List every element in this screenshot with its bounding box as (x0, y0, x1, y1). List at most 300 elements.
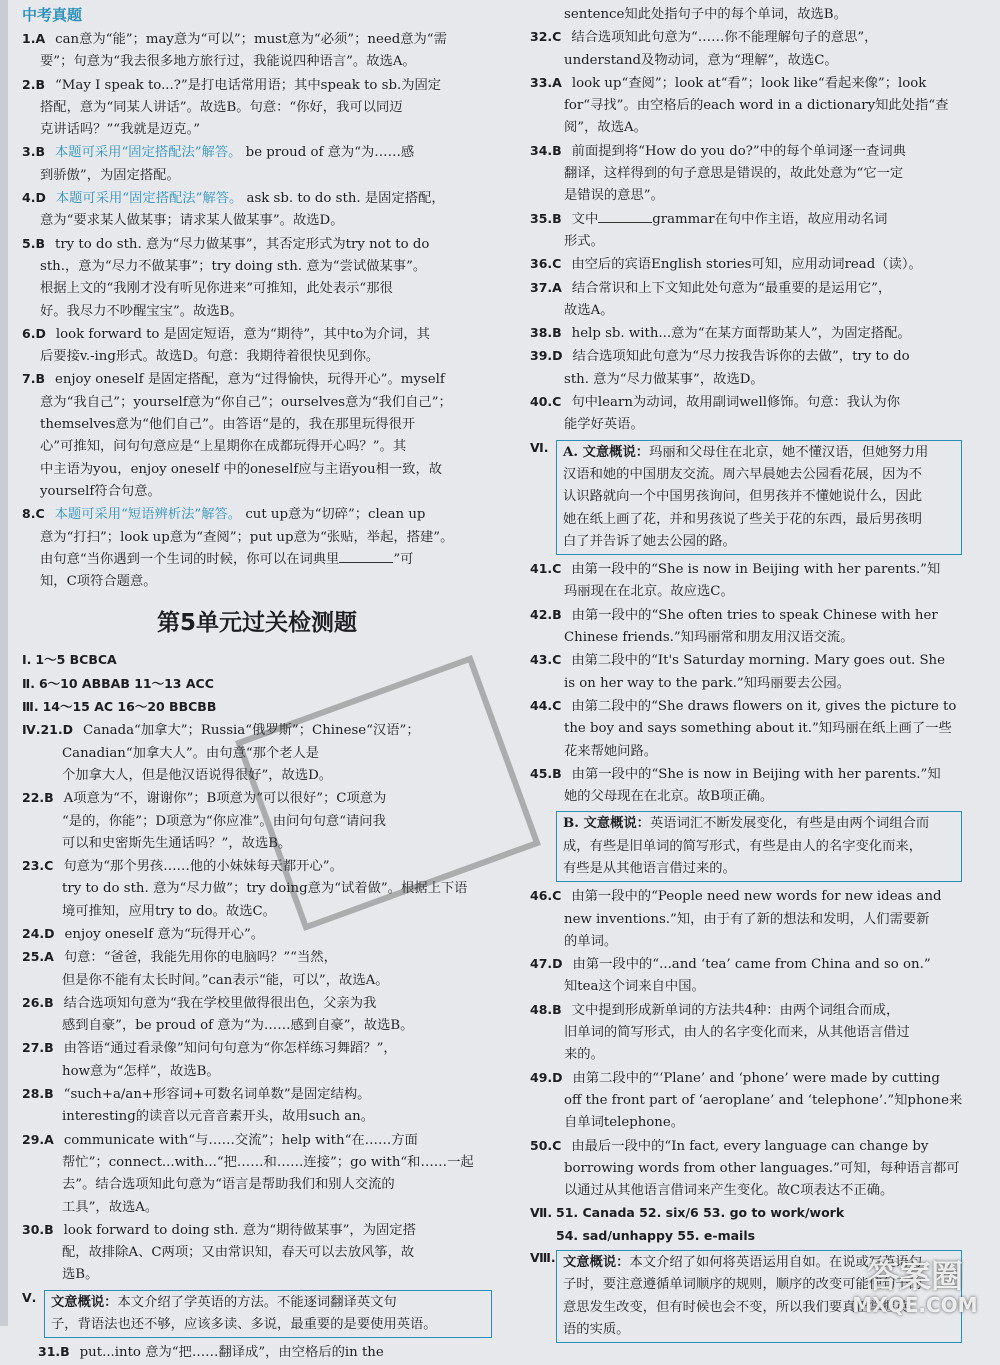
answer-text: borrowing words from other languages.”可知，每种语言都可 (564, 1160, 960, 1176)
answer-text: Canada“加拿大”；Russia“俄罗斯”；Chinese“汉语”； (83, 723, 420, 739)
answer-number: 48.B (530, 1001, 562, 1017)
answer-line (530, 369, 962, 391)
answer-text: 中主语为you，enjoy oneself 中的oneself应与主语you相一致，故 (40, 461, 443, 477)
answer-line (22, 301, 492, 323)
answer-line (22, 549, 492, 571)
answer-text: 去”。结合选项知此句意为“语言是帮助我们和别人交流的 (62, 1177, 395, 1193)
answer-line (530, 786, 962, 808)
answer-number: 28.B (22, 1086, 54, 1102)
answer-line (22, 571, 492, 593)
answer-number: 22.B (22, 790, 54, 806)
answer-text: 由第二段中的“‘Plane’ and ‘phone’ were made by cutting (572, 1070, 940, 1086)
answer-text: 由第一段中的“People need new words for new ideas and (571, 889, 942, 905)
answer-text: look up“查阅”；look at“看”；look like“看起来像”；look (571, 75, 927, 91)
summary-text: 语的实质。 (563, 1321, 630, 1337)
answer-text: 旧单词的简写形式，由人的名字变化而来，从其他语言借过 (564, 1025, 910, 1041)
answer-number: 37.A (530, 279, 562, 295)
summary-line (563, 813, 955, 835)
summary-line (563, 836, 955, 858)
summary-tag: 文意概说： (563, 1255, 630, 1271)
answer-number: 4.D (22, 190, 46, 206)
answer-line (22, 346, 492, 368)
answer-text: 花来帮她问路。 (564, 743, 658, 759)
answer-line (530, 185, 962, 207)
summary-line (51, 1314, 485, 1336)
answer-line (22, 503, 492, 526)
answer-line (22, 165, 492, 187)
answer-text: help sb. with...意为“在某方面帮助某人”，为固定搭配。 (571, 326, 911, 342)
answer-text: 故选A。 (564, 302, 614, 318)
answer-text: Chinese friends.”知玛丽常和朋友用汉语交流。 (564, 630, 854, 646)
answer-text: 境可推知，应用try to do。故选C。 (62, 903, 276, 919)
answer-line (22, 1197, 492, 1219)
answer-text: be proud of 意为“为……感 (241, 145, 415, 161)
answer-text: 工具”，故选A。 (62, 1199, 159, 1215)
section-vi-b (530, 811, 962, 882)
answer-text: 由句意“当你遇到一个生词的时候，你可以在词典里 (40, 551, 340, 567)
answer-text: 好。我尽力不吵醒宝宝”。故选B。 (40, 303, 243, 319)
answer-number: 6.D (22, 325, 46, 341)
answer-text: 文中 (571, 211, 599, 227)
answer-line (530, 345, 962, 368)
answer-line (22, 765, 492, 787)
answer-line (530, 1022, 962, 1044)
answer-line (22, 141, 492, 164)
summary-box-v (44, 1290, 492, 1339)
answer-line (530, 300, 962, 322)
summary-tag: 文意概说： (51, 1294, 118, 1310)
answer-line (22, 392, 492, 414)
answer-text: 玛丽现在在北京。故应选C。 (564, 584, 734, 600)
roman-label: Ⅰ. (22, 652, 32, 668)
answer-line (530, 673, 962, 695)
answer-text: sentence知此处指句子中的每个单词，故选B。 (564, 7, 847, 22)
answer-line (22, 992, 492, 1015)
answer-text: 来的。 (564, 1047, 604, 1063)
answer-line (22, 74, 492, 97)
answer-list-5 (530, 885, 962, 1202)
logo-text: 答案圈 (866, 1257, 963, 1295)
answer-line (22, 278, 492, 300)
answer-line (530, 976, 962, 998)
answer-line (530, 140, 962, 163)
answer-line (22, 1083, 492, 1106)
answer-line (530, 953, 962, 976)
answer-line (530, 1044, 962, 1066)
summary-line (51, 1292, 485, 1314)
answer-line (22, 811, 492, 833)
answer-line (530, 1158, 962, 1180)
answer-text: 意为“打扫”；look up意为“查阅”；put up意为“张贴，举起，搭建”。 (40, 529, 454, 545)
answer-line (530, 763, 962, 786)
answer-text: 知tea这个词来自中国。 (564, 979, 705, 995)
summary-text: 她在纸上画了花，并和男孩说了些关于花的东西，最后男孩明 (563, 511, 923, 527)
answer-line (22, 833, 492, 855)
answer-line (530, 253, 962, 276)
method-hint: 本题可采用“短语辨析法”解答。 (54, 507, 242, 523)
answer-line (22, 1242, 492, 1264)
answer-text: look forward to doing sth. 意为“期待做某事”，为固定搭 (63, 1222, 416, 1238)
answer-text: look forward to 是固定短语，意为“期待”，其中to为介词，其 (55, 326, 430, 342)
answer-text: 克讲话吗？”“我就是迈克。” (40, 122, 201, 138)
answer-line (22, 719, 492, 742)
answer-line (530, 391, 962, 414)
answer-number: 30.B (22, 1221, 54, 1237)
answer-list-4 (530, 558, 962, 808)
answer-text: 前面提到将“How do you do?”中的每个单词逐一查词典 (571, 143, 906, 159)
answer-line (530, 1090, 962, 1112)
answer-text: for“寻找”。由空格后的each word in a dictionary知此处指“查 (564, 98, 949, 114)
answer-text: 搭配，意为“同某人讲话”。故选B。句意：“你好，我可以同迈 (40, 99, 403, 115)
answer-number: 40.C (530, 394, 562, 410)
answer-line (22, 923, 492, 946)
answer-text: 结合选项知句意为“我在学校里做得很出色，父亲为我 (63, 995, 377, 1011)
answer-text: 由第一段中的“She is now in Beijing with her parents.”知 (571, 766, 941, 782)
answer-line (530, 50, 962, 72)
answer-number: 26.B (22, 994, 54, 1010)
answer-list-1 (22, 28, 492, 593)
answer-number: 24.D (22, 925, 55, 941)
answer-number: 36.C (530, 256, 562, 272)
answer-number: 34.B (530, 142, 562, 158)
answer-line (530, 885, 962, 908)
logo-url: MXQE.COM (852, 1293, 978, 1317)
answer-line (22, 119, 492, 141)
answer-number: 43.C (530, 652, 562, 668)
answer-line (530, 208, 962, 231)
answer-text: sth.，意为“尽力不做某事”；try doing sth. 意为“尝试做某事”。 (40, 258, 427, 274)
answer-text: 知，C项符合题意。 (40, 574, 157, 590)
answer-line (530, 999, 962, 1022)
answer-line (22, 970, 492, 992)
answer-line (530, 581, 962, 603)
answer-line (22, 901, 492, 923)
answer-text: 由第一段中的“...and ‘tea’ came from China and so on.” (572, 957, 931, 973)
summary-tag: A. 文意概说： (563, 444, 650, 460)
answer-number: 38.B (530, 325, 562, 341)
answer-line (22, 946, 492, 969)
roman-answers-text: 1～5 BCBCA (35, 652, 117, 668)
summary-box-b (556, 811, 962, 882)
answer-line (22, 187, 492, 210)
answer-text: 心”可推知，问句句意应是“上星期你在成都玩得开心吗？”。其 (40, 439, 407, 455)
answer-text: 结合选项知此句意为“尽力按我告诉你的去做”，try to do (572, 349, 910, 365)
answer-number: 27.B (22, 1040, 54, 1056)
answer-text: Canadian“加拿大人”。由句意“那个老人是 (62, 745, 320, 761)
answer-line (22, 256, 492, 278)
section-label: Ⅷ. (530, 1250, 556, 1266)
answer-line (530, 1067, 962, 1090)
summary-text: 本文介绍了学英语的方法。不能逐词翻译英文句 (117, 1294, 397, 1310)
answer-text: interesting的读音以元音音素开头，故用such an。 (62, 1109, 375, 1125)
answer-number: 31.B (38, 1344, 70, 1360)
answer-line (530, 322, 962, 345)
answer-number: 44.C (530, 697, 562, 713)
answer-line (530, 1180, 962, 1202)
roman-answers-text: 6～10 ABBAB 11～13 ACC (38, 675, 214, 691)
answer-text: 结合常识和上下文知此处句意为“最重要的是运用它”， (571, 280, 892, 296)
answer-number: 23.C (22, 858, 54, 874)
answer-text: 文中提到形成新单词的方法共4种：由两个词组合而成， (571, 1002, 900, 1018)
answer-line (22, 855, 492, 878)
answer-line (530, 741, 962, 763)
answer-line (22, 1341, 492, 1364)
answer-number: 32.C (530, 29, 562, 45)
answer-number: 2.B (22, 76, 45, 92)
answer-line (530, 649, 962, 672)
answer-line (530, 1112, 962, 1134)
answer-text: 可以和史密斯先生通话吗？”，故选B。 (62, 835, 292, 851)
answer-line (530, 95, 962, 117)
section-vi (530, 437, 962, 558)
summary-text: 玛丽和父母住在北京，她不懂汉语，但她努力用 (649, 444, 929, 460)
answer-text: 由空后的宾语English stories可知，应用动词read（读）。 (571, 257, 922, 273)
answer-number: 45.B (530, 765, 562, 781)
fill-answers: 54. sad/unhappy 55. e-mails (556, 1227, 756, 1243)
answer-text: communicate with“与……交流”；help with“在……方面 (63, 1132, 418, 1148)
answer-line (22, 787, 492, 810)
answer-text: themselves意为“他们自己”。由答语“是的，我在那里玩得很开 (40, 417, 416, 433)
answer-line (530, 26, 962, 49)
answer-line (22, 1264, 492, 1286)
summary-line (563, 858, 955, 880)
answer-line (530, 414, 962, 436)
answer-text: 她的父母现在在北京。故B项正确。 (564, 789, 774, 805)
answer-number: 1.A (22, 31, 46, 46)
right-column (530, 4, 962, 1346)
answer-text: ask sb. to do sth. 是固定搭配， (242, 191, 445, 207)
answer-text: 到骄傲”，为固定搭配。 (40, 167, 180, 183)
page-edge (0, 0, 8, 1326)
answer-line (530, 718, 962, 740)
answer-number: 5.B (22, 235, 45, 251)
answer-line (530, 909, 962, 931)
answer-text: 句中learn为动词，故用副词well修饰。句意：我认为你 (571, 395, 900, 411)
answer-line (22, 878, 492, 900)
answer-line (530, 4, 962, 26)
answer-line (22, 1015, 492, 1037)
answer-text: 意为“要求某人做某事；请求某人做某事”。故选D。 (40, 213, 344, 229)
answer-line (530, 604, 962, 627)
answer-line (22, 97, 492, 119)
answer-number: 41.C (530, 561, 562, 577)
answer-text: enjoy oneself 是固定搭配，意为“过得愉快，玩得开心”。myself (54, 372, 445, 388)
answer-line (22, 323, 492, 346)
answer-text: 由答语“通过看录像”知问句句意为“你怎样练习舞蹈？”， (63, 1041, 397, 1057)
answer-line (22, 210, 492, 232)
answer-text: 帮忙”；connect...with...“把……和……连接”；go with“和……一起 (62, 1154, 474, 1170)
summary-line (563, 509, 955, 531)
answer-line (530, 627, 962, 649)
answer-line (22, 1106, 492, 1128)
answer-text: sth. 意为“尽力做某事”，故选D。 (564, 371, 764, 387)
section-heading: 中考真题 (22, 6, 83, 24)
answer-line (22, 459, 492, 481)
summary-line (563, 442, 955, 464)
answer-text: 自单词telephone。 (564, 1115, 685, 1131)
answer-text: “May I speak to...?”是打电话常用语；其中speak to sb.为固定 (54, 77, 442, 93)
answer-text: 以通过从其他语言借词来产生变化。故C项表达不正确。 (564, 1183, 894, 1199)
answer-line (530, 72, 962, 95)
summary-text: 英语词汇不断发展变化，有些是由两个词组合而 (649, 816, 930, 832)
section-label: Ⅴ. (22, 1289, 37, 1305)
answer-31 (22, 1341, 492, 1364)
answer-number: 42.B (530, 606, 562, 622)
answer-text: 由第一段中的“She is now in Beijing with her parents.”知 (571, 562, 941, 578)
answer-text: 由第二段中的“It's Saturday morning. Mary goes out. She (571, 653, 945, 669)
site-logo (840, 1258, 990, 1318)
answer-line (22, 1174, 492, 1196)
answer-number: 46.C (530, 888, 562, 904)
answer-text: 翻译，这样得到的句子意思是错误的，故此处意为“它一定 (564, 166, 904, 182)
answer-text: 句意：“爸爸，我能先用你的电脑吗？”“当然， (63, 950, 337, 966)
answer-line (22, 51, 492, 73)
section-label: Ⅵ. (530, 439, 549, 455)
answer-text: off the front part of ‘aeroplane’ and ‘telephone’.”知phone来 (564, 1092, 962, 1108)
summary-text: 意思发生改变，但有时候也会不变，所以我们要真正掌握英 (563, 1299, 909, 1315)
answer-line (22, 1037, 492, 1060)
section-vii (530, 1202, 962, 1247)
answer-text: the boy and says something about it.”知玛丽在纸上画了一些 (564, 721, 952, 737)
answer-number: 47.D (530, 956, 563, 972)
section-label: Ⅶ. (530, 1205, 553, 1221)
answer-number: 8.C (22, 506, 45, 522)
answer-text: enjoy oneself 意为“玩得开心”。 (64, 926, 265, 942)
roman-answer-row (22, 673, 492, 696)
roman-answers-text: 14～15 AC 16～20 BBCBB (42, 699, 217, 715)
answer-text: 选B。 (62, 1267, 99, 1283)
answer-text: 由第二段中的“She draws flowers on it, gives the picture to (571, 698, 957, 714)
answer-text: 根据上文的“我刚才没有听见你进来”可推知，此处表示“那很 (40, 281, 393, 297)
answer-list-3 (530, 4, 962, 437)
fill-answers: 51. Canada 52. six/6 53. go to work/work (556, 1205, 845, 1221)
answer-line (530, 558, 962, 581)
summary-line (563, 531, 955, 553)
answer-line (530, 931, 962, 953)
method-hint: 本题可采用“固定搭配法”解答。 (54, 145, 242, 161)
answer-text: try to do sth. 意为“尽力做某事”，其否定形式为try not to do (54, 236, 430, 252)
answer-line (530, 163, 962, 185)
answer-list-2 (22, 719, 492, 1286)
answer-line (22, 1061, 492, 1083)
answer-text: 后要接v.-ing形式。故选D。句意：我期待着很快见到你。 (40, 349, 380, 365)
answer-text: can意为“能”；may意为“可以”；must意为“必须”；need意为“需 (55, 32, 447, 47)
answer-text: yourself符合句意。 (40, 483, 161, 499)
summary-text: 子，背语法也还不够，应该多读、多说，最重要的是要使用英语。 (51, 1317, 437, 1333)
answer-text: A项意为“不，谢谢你”；B项意为“可以很好”；C项意为 (63, 791, 387, 807)
summary-text: 子时，要注意遵循单词顺序的规则，顺序的改变可能使句子的 (563, 1277, 923, 1293)
answer-text: new inventions.”知，由于有了新的想法和发明，人们需要新 (564, 911, 930, 927)
summary-text: 成，有些是旧单词的简写形式，有些是由人的名字变化而来， (563, 838, 923, 854)
method-hint: 本题可采用“固定搭配法”解答。 (55, 191, 243, 207)
roman-answers (22, 649, 492, 719)
roman-answer-row (22, 649, 492, 672)
answer-line (22, 414, 492, 436)
answer-line (22, 1152, 492, 1174)
summary-line (563, 464, 955, 486)
answer-text: how意为“怎样”，故选B。 (62, 1063, 220, 1079)
answer-number: 39.D (530, 348, 563, 364)
answer-text: 句意为“那个男孩……他的小妹妹每天都开心”。 (63, 859, 343, 875)
answer-number: Ⅳ.21.D (22, 722, 74, 738)
roman-answer-row (22, 696, 492, 719)
answer-line (22, 28, 492, 51)
answer-line (22, 233, 492, 256)
summary-text: 有些是从其他语言借过来的。 (563, 860, 736, 876)
answer-text: “such+a/an+形容词+可数名词单数”是固定结构。 (63, 1087, 371, 1103)
answer-text: 是错误的意思”。 (564, 188, 664, 204)
answer-text: put...into 意为“把……翻译成”，由空格后的in the (79, 1345, 384, 1361)
summary-line (563, 1319, 955, 1341)
answer-number: 33.A (530, 74, 562, 90)
summary-text: 汉语和她的中国朋友交流。周六早晨她去公园看花展，因为不 (563, 466, 923, 482)
answer-line (22, 1219, 492, 1242)
answer-number: 3.B (22, 144, 45, 160)
roman-label: Ⅲ. (22, 699, 39, 715)
blank-line (598, 209, 652, 223)
roman-label: Ⅱ. (22, 675, 35, 691)
answer-number: 25.A (22, 949, 54, 965)
answer-line (22, 743, 492, 765)
answer-text: “是的，你能”；D项意为“你应准”。由问句句意“请问我 (62, 813, 386, 829)
left-column (22, 28, 492, 1365)
answer-text: 能学好英语。 (564, 417, 644, 433)
summary-text: 白了并告诉了她去公园的路。 (563, 533, 736, 549)
answer-text: ”可 (393, 551, 414, 567)
blank-line (339, 549, 393, 563)
answer-number: 29.A (22, 1131, 54, 1147)
answer-line (530, 1135, 962, 1158)
answer-line (22, 1129, 492, 1152)
answer-line (22, 481, 492, 503)
answer-line (22, 527, 492, 549)
answer-text: 由最后一段中的“In fact, every language can change by (571, 1138, 929, 1154)
answer-number: 50.C (530, 1137, 562, 1153)
answer-text: understand及物动词，意为“理解”，故选C。 (564, 52, 838, 68)
section-v (22, 1287, 492, 1342)
unit-title: 第5单元过关检测题 (156, 610, 357, 637)
answer-text: 由第一段中的“She often tries to speak Chinese with her (571, 607, 938, 623)
answer-line (530, 231, 962, 253)
answer-line (530, 277, 962, 300)
answer-text: 但是你不能有太长时间。”can表示“能，可以”，故选A。 (62, 972, 389, 988)
summary-text: 认识路就向一个中国男孩询问，但男孩并不懂她说什么，因此 (563, 489, 923, 505)
answer-text: 要”；句意为“我去很多地方旅行过，我能说四种语言”。故选A。 (40, 54, 416, 70)
answer-text: 的单词。 (564, 933, 618, 949)
answer-text: 结合选项知此句意为“……你不能理解句子的意思”， (571, 30, 878, 46)
answer-number: 49.D (530, 1069, 563, 1085)
summary-tag: B. 文意概说： (563, 816, 650, 832)
summary-text: 本文介绍了如何将英语运用自如。在说或写英语句 (629, 1255, 923, 1271)
answer-text: 配，故排除A、C两项；又由常识知，春天可以去放风筝，故 (62, 1245, 415, 1261)
answer-text: grammar在句中作主语，故应用动名词 (652, 211, 888, 227)
answer-text: 个加拿大人，但是他汉语说得很好”，故选D。 (62, 767, 333, 783)
summary-line (563, 486, 955, 508)
answer-text: 感到自豪”，be proud of 意为“为……感到自豪”，故选B。 (62, 1018, 414, 1034)
summary-box-a (556, 440, 962, 555)
answer-line (530, 695, 962, 718)
answer-text: cut up意为“切碎”；clean up (241, 507, 426, 523)
answer-text: 阅”，故选A。 (564, 120, 647, 136)
answer-line (530, 117, 962, 139)
answer-text: is on her way to the park.”知玛丽要去公园。 (564, 675, 850, 691)
answer-text: try to do sth. 意为“尽力做”；try doing意为“试着做”。根据上下语 (62, 881, 468, 897)
answer-text: 形式。 (564, 233, 604, 249)
answer-number: 7.B (22, 371, 45, 387)
answer-text: 意为“我自己”；yourself意为“你自己”；ourselves意为“我们自己”； (40, 394, 452, 410)
answer-line (22, 436, 492, 458)
answer-line (22, 368, 492, 391)
